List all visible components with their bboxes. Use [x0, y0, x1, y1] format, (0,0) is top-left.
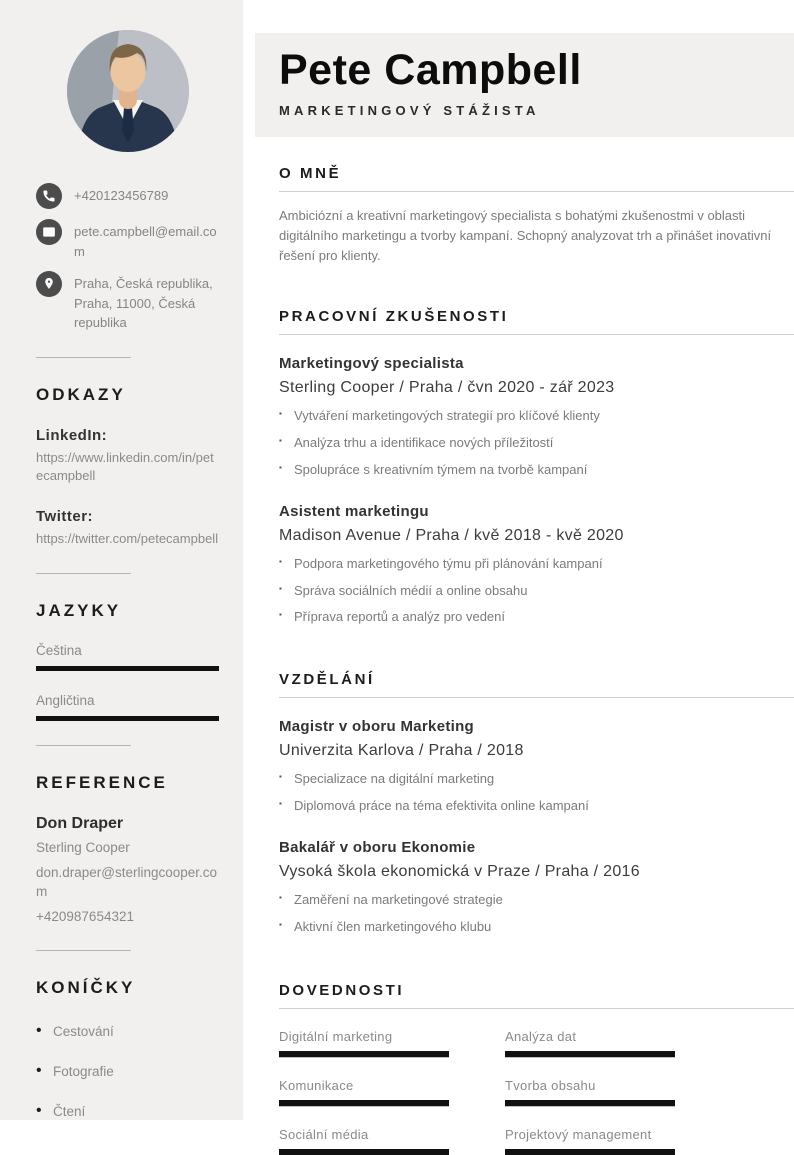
profile-photo-illustration [67, 30, 189, 152]
section-rule [279, 191, 794, 192]
skill-level-bar [505, 1149, 675, 1155]
skill-label: Projektový management [505, 1127, 652, 1143]
education-bullet: ▪ Specializace na digitální marketing [279, 771, 794, 787]
language-item [36, 643, 219, 671]
skill-label: Digitální marketing [279, 1029, 393, 1045]
hobby-item: • Cestování [36, 1024, 219, 1039]
references-heading: REFERENCE [36, 773, 168, 793]
reference-name: Don Draper [36, 815, 124, 833]
link-item-twitter [36, 508, 219, 549]
link-item-linkedin [36, 427, 219, 487]
sidebar [0, 0, 243, 1120]
language-level-bar [36, 716, 219, 721]
skill-item [279, 1029, 449, 1057]
linkedin-label: LinkedIn: [36, 426, 108, 444]
hobbies-heading: KONÍČKY [36, 978, 136, 998]
twitter-label: Twitter: [36, 508, 94, 526]
skill-item [505, 1127, 675, 1155]
job-title: MARKETINGOVÝ STÁŽISTA [279, 103, 540, 119]
phone-icon [36, 183, 62, 209]
sidebar-divider [36, 573, 131, 574]
hobby-item: • Čtení [36, 1104, 219, 1119]
skill-label: Analýza dat [505, 1029, 577, 1045]
job-meta: Sterling Cooper / Praha / čvn 2020 - zář 2023 [279, 379, 615, 397]
email-icon [36, 219, 62, 245]
header-block [255, 33, 794, 137]
job-title-text: Asistent marketingu [279, 503, 429, 521]
skill-item [505, 1078, 675, 1106]
profile-photo [67, 30, 189, 152]
contact-email-row [36, 218, 219, 261]
education-bullet: ▪ Aktivní člen marketingového klubu [279, 919, 794, 935]
skill-grid [279, 1029, 794, 1155]
experience-heading: PRACOVNÍ ZKUŠENOSTI [279, 308, 509, 326]
experience-section [255, 308, 794, 625]
section-rule [279, 1008, 794, 1009]
degree-text: Bakalář v oboru Ekonomie [279, 839, 476, 857]
linkedin-url[interactable]: https://www.linkedin.com/in/petecampbell [36, 449, 214, 484]
language-item [36, 693, 219, 721]
skill-item [279, 1127, 449, 1155]
job-bullet: ▪ Příprava reportů a analýz pro vedení [279, 609, 794, 625]
job-meta: Madison Avenue / Praha / kvě 2018 - kvě 2020 [279, 527, 624, 545]
skill-level-bar [505, 1051, 675, 1057]
degree-text: Magistr v oboru Marketing [279, 717, 475, 735]
contact-phone-row [36, 182, 219, 209]
job-title-text: Marketingový specialista [279, 355, 464, 373]
skill-label: Sociální média [279, 1127, 369, 1143]
about-heading: O MNĚ [279, 165, 342, 182]
contact-address-row [36, 270, 219, 333]
school-meta: Univerzita Karlova / Praha / 2018 [279, 741, 524, 759]
education-section [255, 671, 794, 934]
job-entry [279, 503, 794, 625]
education-bullets [279, 771, 794, 813]
twitter-url[interactable]: https://twitter.com/petecampbell [36, 531, 219, 547]
education-bullets [279, 892, 794, 934]
sidebar-divider [36, 357, 131, 358]
hobby-list [36, 1024, 219, 1119]
job-bullets [279, 556, 794, 625]
languages-heading: JAZYKY [36, 601, 122, 621]
skill-label: Komunikace [279, 1078, 354, 1094]
location-icon [36, 271, 62, 297]
skill-label: Tvorba obsahu [505, 1078, 596, 1094]
education-heading: VZDĚLÁNÍ [279, 670, 375, 688]
skill-level-bar [279, 1100, 449, 1106]
hobby-item: • Fotografie [36, 1064, 219, 1079]
language-level-bar [36, 666, 219, 671]
job-entry [279, 355, 794, 477]
about-text: Ambiciózní a kreativní marketingový specialista s bohatými zkušenostmi v oblasti digitálního marketingu a tvorby kampaní. Schopný analyzovat trh a přinášet inovativní řešení pro klienty. [279, 208, 772, 264]
job-bullet: ▪ Vytváření marketingových strategií pro klíčové klienty [279, 408, 794, 424]
about-section [255, 165, 794, 266]
education-entry [279, 839, 794, 934]
school-meta: Vysoká škola ekonomická v Praze / Praha / 2016 [279, 863, 640, 881]
skill-level-bar [279, 1149, 449, 1155]
contact-phone-text: +420123456789 [74, 188, 169, 203]
skills-section [255, 982, 794, 1155]
language-name: Čeština [36, 643, 82, 659]
sidebar-divider [36, 950, 131, 951]
education-bullet: ▪ Zaměření na marketingové strategie [279, 892, 794, 908]
main-content [255, 0, 794, 1155]
job-bullet: ▪ Správa sociálních médií a online obsahu [279, 583, 794, 599]
education-entry [279, 718, 794, 813]
skills-heading: DOVEDNOSTI [279, 982, 405, 1000]
person-name: Pete Campbell [279, 46, 582, 94]
reference-email: don.draper@sterlingcooper.com [36, 864, 218, 900]
contact-email-text: pete.campbell@email.com [74, 224, 217, 259]
contact-section [36, 182, 219, 333]
job-bullet: ▪ Podpora marketingového týmu při plánování kampaní [279, 556, 794, 572]
section-rule [279, 334, 794, 335]
job-bullet: ▪ Spolupráce s kreativním týmem na tvorbě kampaní [279, 462, 794, 478]
job-bullet: ▪ Analýza trhu a identifikace nových příležitostí [279, 435, 794, 451]
skill-level-bar [505, 1100, 675, 1106]
skill-item [505, 1029, 675, 1057]
sidebar-divider [36, 745, 131, 746]
contact-address-text: Praha, Česká republika, Praha, 11000, Česká republika [74, 276, 213, 330]
education-bullet: ▪ Diplomová práce na téma efektivita online kampaní [279, 798, 794, 814]
job-bullets [279, 408, 794, 477]
links-heading: ODKAZY [36, 384, 126, 404]
skill-item [279, 1078, 449, 1106]
language-name: Angličtina [36, 693, 95, 709]
reference-phone: +420987654321 [36, 908, 134, 924]
section-rule [279, 697, 794, 698]
reference-company: Sterling Cooper [36, 840, 130, 856]
skill-level-bar [279, 1051, 449, 1057]
